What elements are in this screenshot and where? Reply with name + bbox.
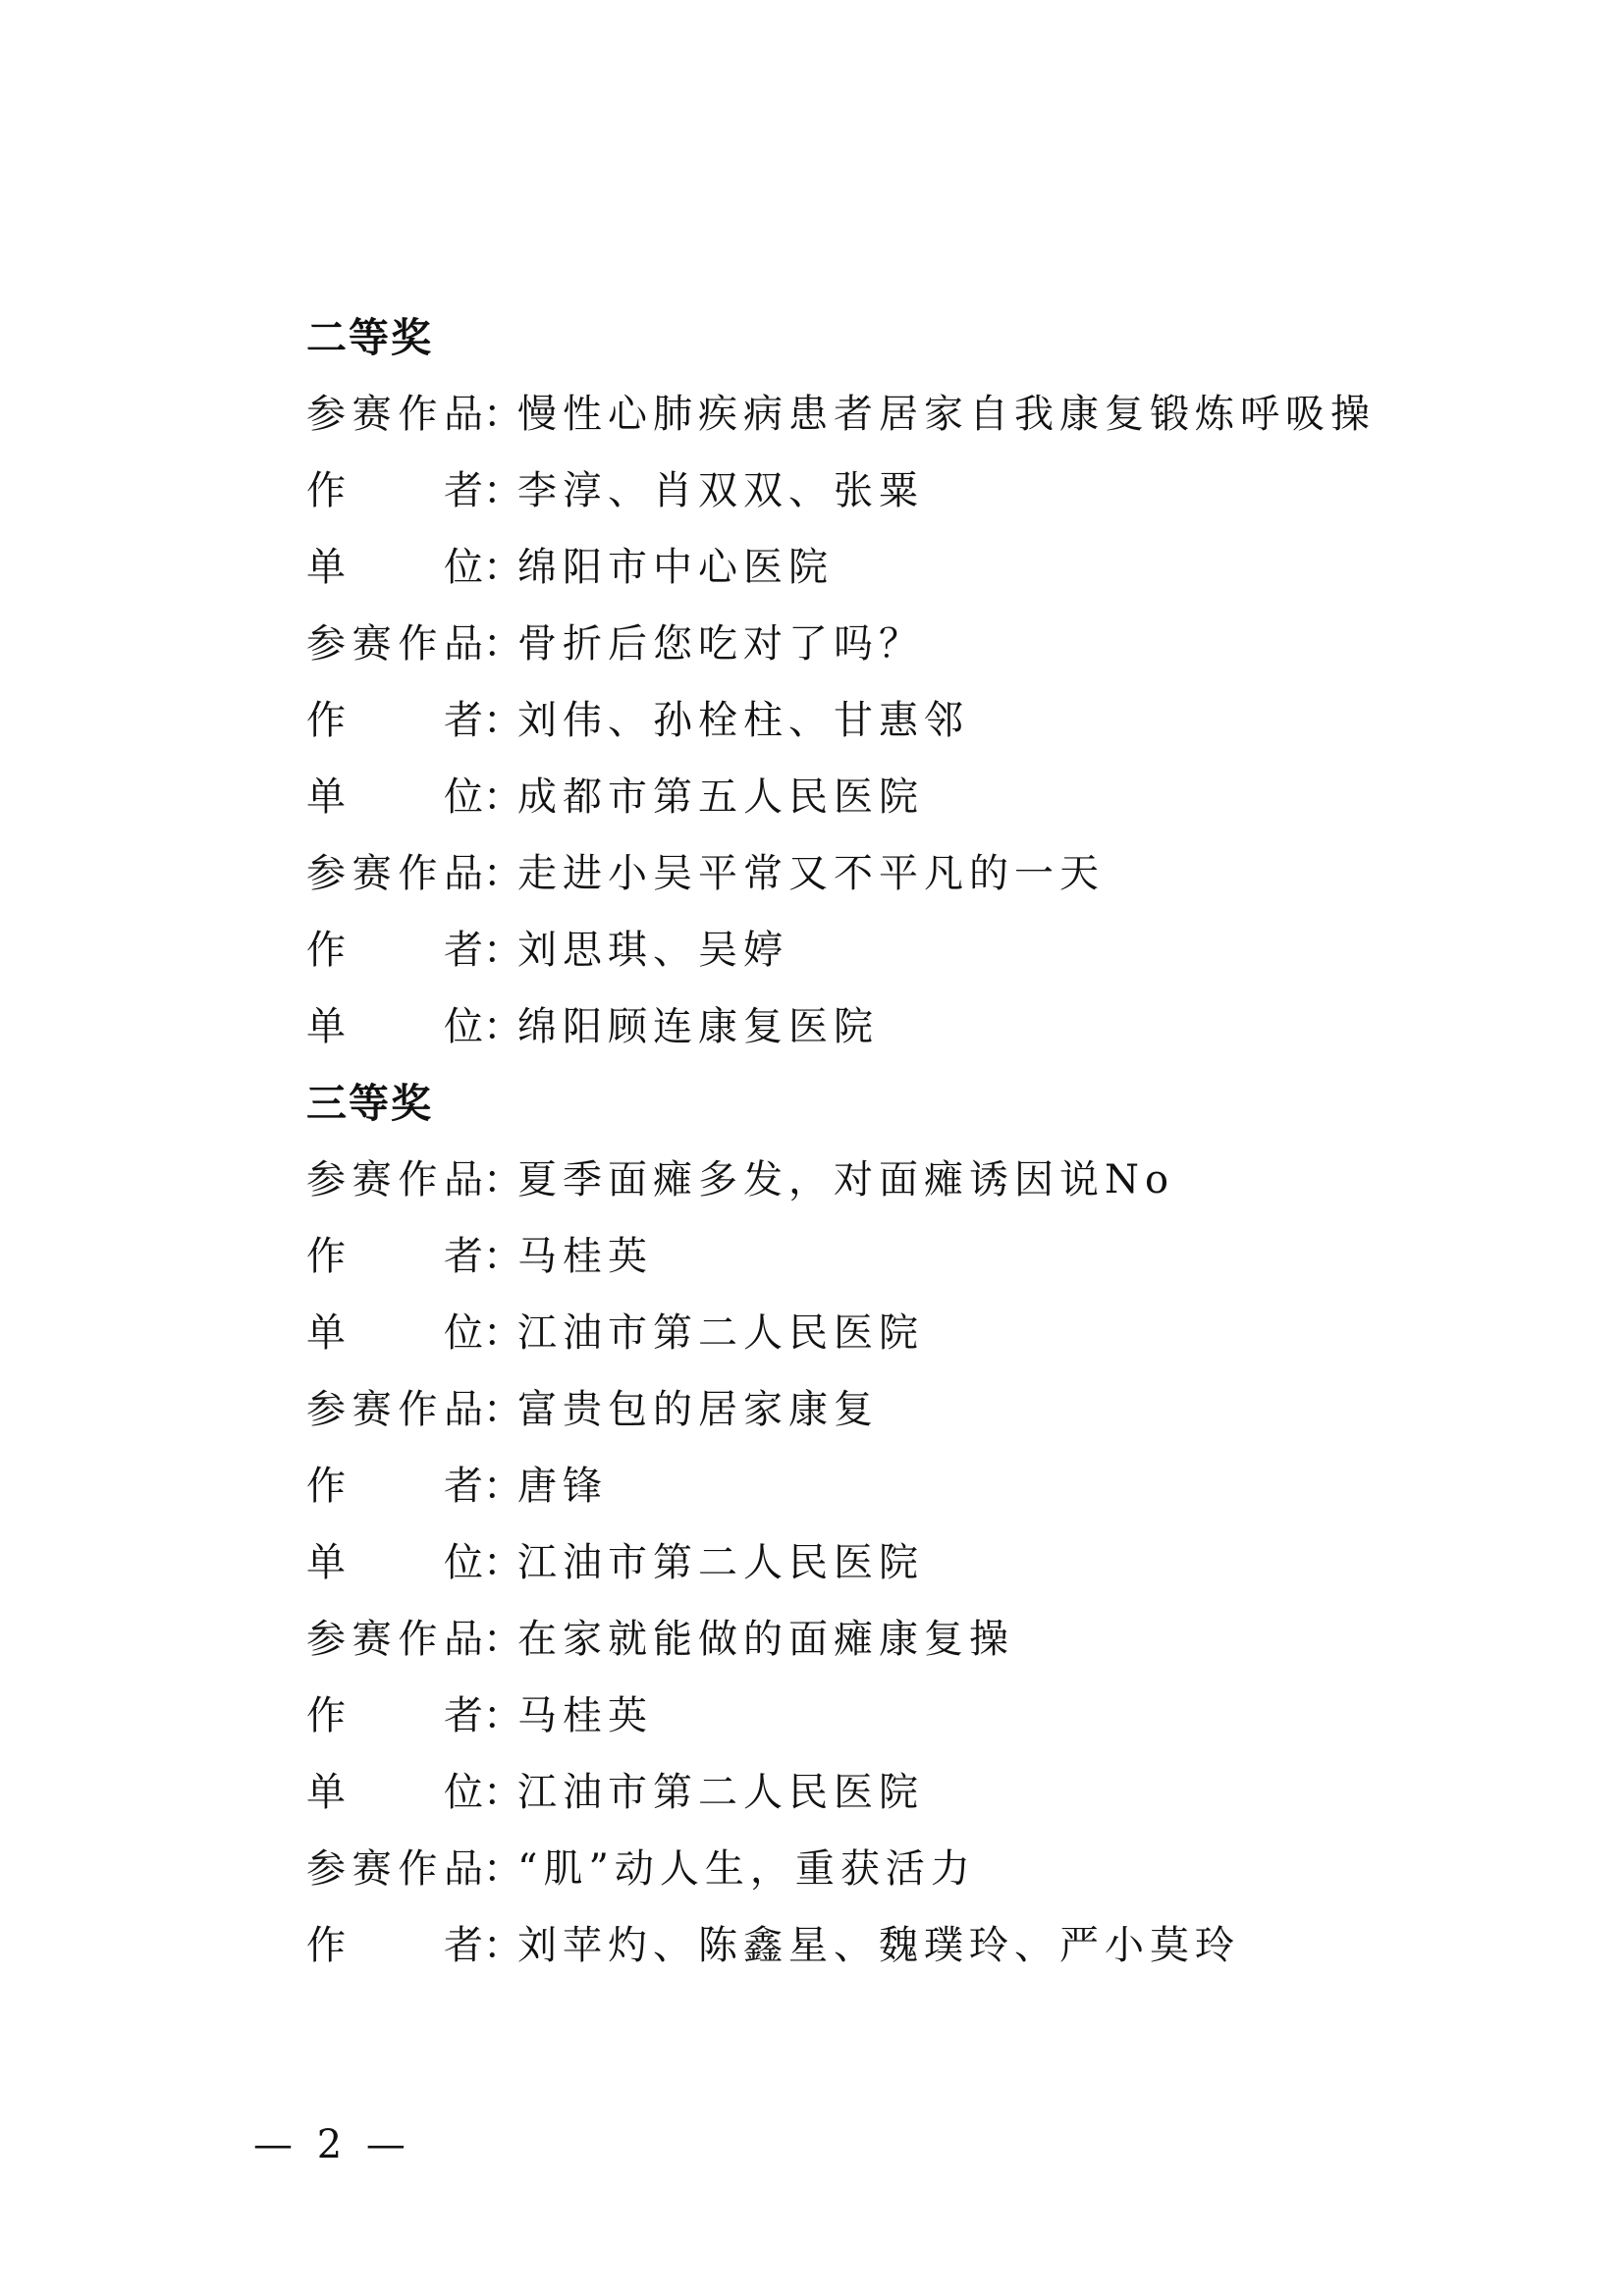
author-names: 马桂英 (517, 1234, 653, 1279)
entry-work-row: 参 赛 作 品 ： 夏季面瘫多发，对面瘫诱因说No (306, 1142, 1386, 1218)
work-title: 走进小吴平常又不平凡的一天 (517, 851, 1105, 896)
work-label: 参 赛 作 品 (306, 1387, 483, 1432)
unit-label: 单 位 (306, 774, 483, 820)
author-label: 作 者 (306, 1693, 483, 1738)
entry-work-row: 参 赛 作 品 ： 慢性心肺疾病患者居家自我康复锻炼呼吸操 (306, 376, 1386, 453)
author-names: 刘苹灼、陈鑫星、魏璞玲、严小莫玲 (517, 1923, 1240, 1968)
work-title: 富贵包的居家康复 (517, 1387, 879, 1432)
author-label: 作 者 (306, 1234, 483, 1279)
author-label: 作 者 (306, 468, 483, 513)
author-names: 刘伟、孙栓柱、甘惠邻 (517, 698, 969, 743)
entry-unit-row: 单 位 ： 江油市第二人民医院 (306, 1295, 1386, 1371)
section-heading-third-prize: 三等奖 (306, 1080, 433, 1127)
work-label: 参 赛 作 品 (306, 1157, 483, 1202)
author-label: 作 者 (306, 698, 483, 743)
work-label: 参 赛 作 品 (306, 1617, 483, 1662)
unit-label: 单 位 (306, 1770, 483, 1815)
entry-unit-row: 单 位 ： 成都市第五人民医院 (306, 759, 1386, 835)
entry-work-row: 参 赛 作 品 ： 富贵包的居家康复 (306, 1371, 1386, 1448)
author-names: 唐锋 (517, 1464, 608, 1509)
unit-name: 江油市第二人民医院 (517, 1770, 924, 1815)
entry-work-row: 参 赛 作 品 ： 在家就能做的面瘫康复操 (306, 1601, 1386, 1678)
entry-work-row: 参 赛 作 品 ： 骨折后您吃对了吗？ (306, 606, 1386, 682)
author-names: 马桂英 (517, 1693, 653, 1738)
entry-author-row: 作 者 ： 刘思琪、吴婷 (306, 912, 1386, 988)
work-title: 慢性心肺疾病患者居家自我康复锻炼呼吸操 (517, 392, 1376, 437)
work-label: 参 赛 作 品 (306, 1846, 483, 1892)
unit-label: 单 位 (306, 1310, 483, 1356)
entry-author-row: 作 者 ： 李淳、肖双双、张粟 (306, 453, 1386, 529)
work-title: 在家就能做的面瘫康复操 (517, 1617, 1014, 1662)
award-list (306, 299, 1386, 1984)
entry-unit-row: 单 位 ： 绵阳市中心医院 (306, 529, 1386, 606)
work-title: 夏季面瘫多发，对面瘫诱因说No (517, 1157, 1175, 1202)
entry-work-row: 参 赛 作 品 ： “肌”动人生，重获活力 (306, 1831, 1386, 1907)
unit-name: 成都市第五人民医院 (517, 774, 924, 820)
author-label: 作 者 (306, 928, 483, 973)
work-title: 骨折后您吃对了吗？ (517, 621, 924, 667)
unit-name: 绵阳市中心医院 (517, 545, 834, 590)
entry-author-row: 作 者 ： 刘伟、孙栓柱、甘惠邻 (306, 682, 1386, 759)
author-names: 李淳、肖双双、张粟 (517, 468, 924, 513)
entry-unit-row: 单 位 ： 江油市第二人民医院 (306, 1754, 1386, 1831)
entry-author-row: 作 者 ： 马桂英 (306, 1218, 1386, 1295)
author-names: 刘思琪、吴婷 (517, 928, 788, 973)
entry-unit-row: 单 位 ： 绵阳顾连康复医院 (306, 988, 1386, 1065)
entry-unit-row: 单 位 ： 江油市第二人民医院 (306, 1524, 1386, 1601)
section-heading-second-prize: 二等奖 (306, 314, 433, 361)
work-label: 参 赛 作 品 (306, 851, 483, 896)
unit-name: 江油市第二人民医院 (517, 1310, 924, 1356)
unit-name: 江油市第二人民医院 (517, 1540, 924, 1585)
unit-label: 单 位 (306, 545, 483, 590)
author-label: 作 者 (306, 1464, 483, 1509)
work-label: 参 赛 作 品 (306, 392, 483, 437)
entry-work-row: 参 赛 作 品 ： 走进小吴平常又不平凡的一天 (306, 835, 1386, 912)
entry-author-row: 作 者 ： 唐锋 (306, 1448, 1386, 1524)
entry-author-row: 作 者 ： 刘苹灼、陈鑫星、魏璞玲、严小莫玲 (306, 1907, 1386, 1984)
unit-label: 单 位 (306, 1004, 483, 1049)
work-label: 参 赛 作 品 (306, 621, 483, 667)
unit-label: 单 位 (306, 1540, 483, 1585)
page-number: — 2 — (253, 2122, 411, 2167)
author-label: 作 者 (306, 1923, 483, 1968)
work-title: “肌”动人生，重获活力 (517, 1846, 976, 1892)
entry-author-row: 作 者 ： 马桂英 (306, 1678, 1386, 1754)
unit-name: 绵阳顾连康复医院 (517, 1004, 879, 1049)
